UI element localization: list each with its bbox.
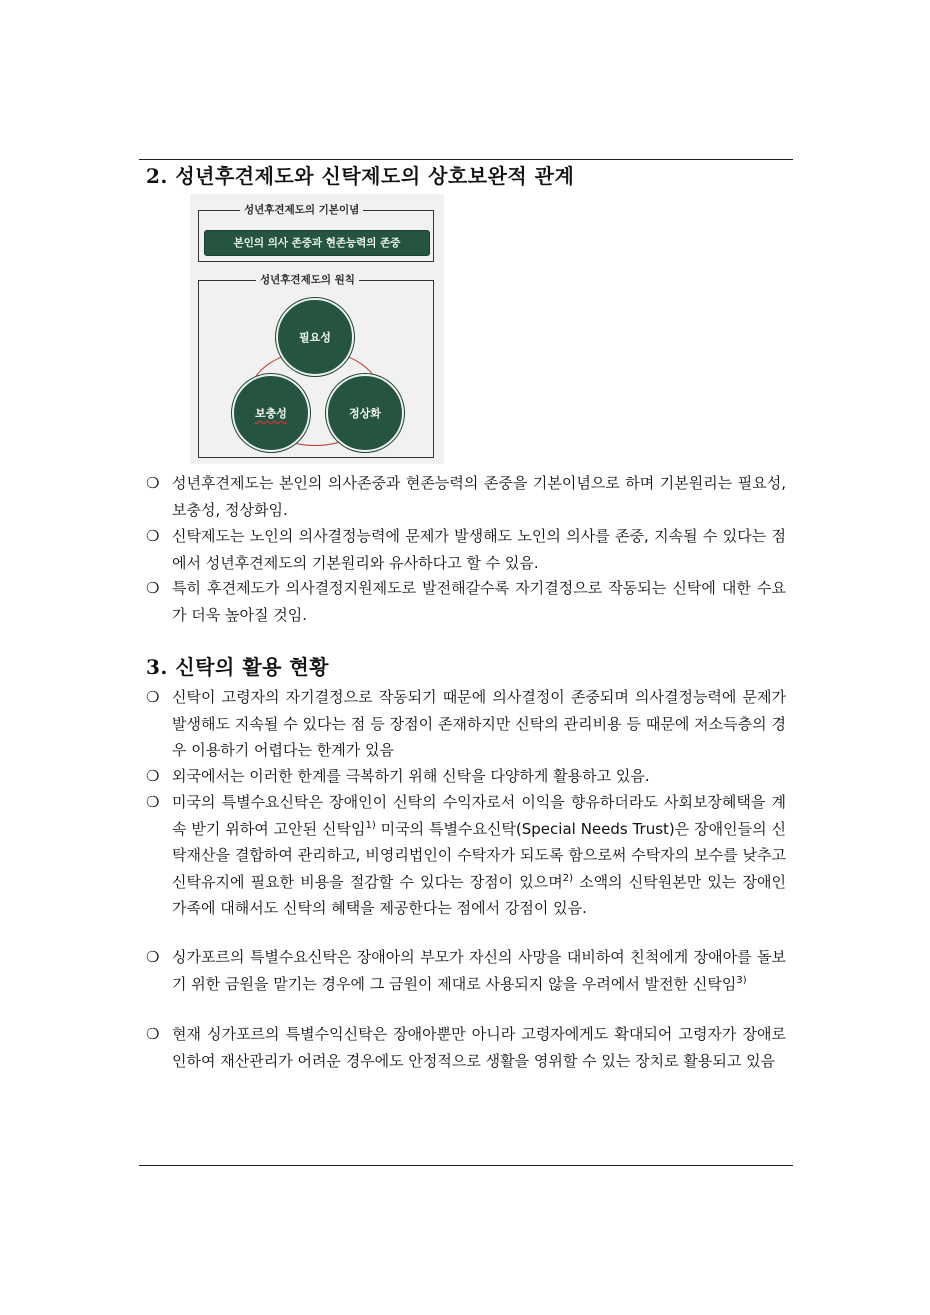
basic-banner: 본인의 의사 존중과 현존능력의 존중 [204,230,430,256]
circle-necessity [276,298,354,376]
bullet-icon: ❍ [146,527,160,545]
circle-supplementarity-label: 보충성 [255,407,287,420]
bullet-icon: ❍ [146,793,160,811]
circle-supplementarity [232,374,310,452]
footnote-ref-2[interactable]: 2) [562,872,574,884]
section-3-bullet-4: ❍ 싱가포르의 특별수요신탁은 장애아의 부모가 자신의 사망을 대비하여 친척에게 장애아를 돌보기 위한 금원을 맡기는 경우에 그 금원이 제대로 사용되지 않을 우려에서 발전한 신탁임$^{3)}$ [146,944,786,997]
section-2-heading: 2. 성년후견제도와 신탁제도의 상호보완적 관계 [146,164,575,188]
principles-title: 성년후견제도의 원칙 [256,272,359,287]
footnote-ref-3[interactable]: 3) [736,974,747,986]
bullet-icon: ❍ [146,688,160,706]
bullet-icon: ❍ [146,948,160,966]
footnote-ref-1[interactable]: 1) [365,819,376,831]
circle-normalization [326,374,404,452]
section-2-bullet-2: ❍ 신탁제도는 노인의 의사결정능력에 문제가 발생해도 노인의 의사를 존중, 지속될 수 있다는 점에서 성년후견제도의 기본원리와 유사하다고 할 수 있음. [146,523,786,576]
section-3-bullet-1: ❍ 신탁이 고령자의 자기결정으로 작동되기 때문에 의사결정이 존중되며 의사결정능력에 문제가 발생해도 지속될 수 있다는 점 등 장점이 존재하지만 신탁의 관리비용 등 때문에 저소득층의 경우 이용하기 어렵다는 한계가 있음 [146,684,786,764]
bottom-rule [139,1165,793,1166]
bullet-icon: ❍ [146,579,160,597]
section-3-bullet-3: ❍ 미국의 특별수요신탁은 장애인이 신탁의 수익자로서 이익을 향유하더라도 사회보장혜택을 계속 받기 위하여 고안된 신탁임$^{1)}$ 미국의 특별수요신탁(Special Needs Trust)은 장애인들의 신탁재산을 결합하여 관리하고, 비영리법인이 수탁자가 되도록 함으로써 수탁자의 보수를 낮추고 신탁유지에 필요한 비용을 절감할 수 있다는 장점이 있으며$^{2)}$ 소액의 신탁원본만 있는 장애인 가족에 대해서도 신탁의 혜택을 제공한다는 점에서 강점이 있음. [146,789,786,922]
section-3-bullet-2: ❍ 외국에서는 이러한 한계를 극복하기 위해 신탁을 다양하게 활용하고 있음. [146,763,786,790]
guardianship-diagram [190,194,444,464]
section-3-bullet-5: ❍ 현재 싱가포르의 특별수익신탁은 장애아뿐만 아니라 고령자에게도 확대되어 고령자가 장애로 인하여 재산관리가 어려운 경우에도 안정적으로 생활을 영위할 수 있는 장치로 활용되고 있음 [146,1021,786,1074]
bullet-icon: ❍ [146,1025,160,1043]
section-3-heading: 3. 신탁의 활용 현황 [146,655,330,679]
bullet-icon: ❍ [146,474,160,492]
circle-necessity-label: 필요성 [299,331,331,344]
section-2-bullet-3: ❍ 특히 후견제도가 의사결정지원제도로 발전해갈수록 자기결정으로 작동되는 신탁에 대한 수요가 더욱 높아질 것임. [146,575,786,628]
bullet-icon: ❍ [146,767,160,785]
basic-title: 성년후견제도의 기본이념 [240,202,363,217]
section-2-bullet-1: ❍ 성년후견제도는 본인의 의사존중과 현존능력의 존중을 기본이념으로 하며 기본원리는 필요성, 보충성, 정상화임. [146,470,786,523]
circle-normalization-label: 정상화 [349,407,381,420]
